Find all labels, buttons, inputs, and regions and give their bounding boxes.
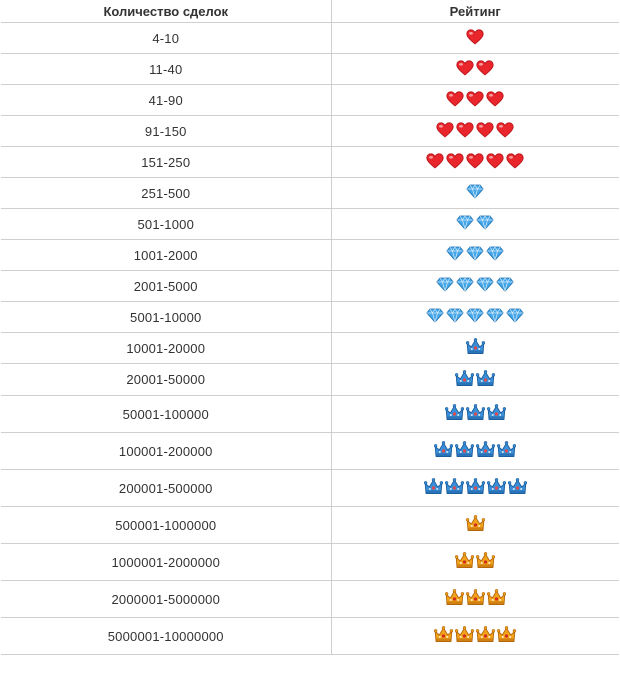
deals-range-cell: 4-10 xyxy=(1,23,331,54)
heart-icon xyxy=(496,122,514,138)
rating-cell xyxy=(331,618,619,655)
heart-icon xyxy=(426,153,444,169)
deals-column-header: Количество сделок xyxy=(1,0,331,23)
rating-cell xyxy=(331,544,619,581)
rating-table xyxy=(1,0,619,655)
rating-icons xyxy=(454,552,496,569)
blue-crown-icon xyxy=(497,441,516,458)
rating-icons xyxy=(423,478,528,495)
blue-crown-icon xyxy=(466,404,485,421)
rating-icons xyxy=(465,515,486,532)
deals-range-cell: 10001-20000 xyxy=(1,333,331,364)
table-row xyxy=(1,364,619,396)
table-row xyxy=(1,333,619,364)
table-row xyxy=(1,581,619,618)
deals-range-cell: 2001-5000 xyxy=(1,271,331,302)
deals-range-cell: 200001-500000 xyxy=(1,470,331,507)
rating-icons xyxy=(445,246,505,261)
blue-crown-icon xyxy=(445,404,464,421)
heart-icon xyxy=(466,29,484,45)
heart-icon xyxy=(466,91,484,107)
heart-icon xyxy=(436,122,454,138)
deals-range-cell: 20001-50000 xyxy=(1,364,331,396)
gold-crown-icon xyxy=(476,626,495,643)
blue-crown-icon xyxy=(434,441,453,458)
deals-range-cell: 91-150 xyxy=(1,116,331,147)
rating-cell xyxy=(331,209,619,240)
rating-cell xyxy=(331,333,619,364)
blue-crown-icon xyxy=(455,441,474,458)
rating-cell xyxy=(331,54,619,85)
diamond-icon xyxy=(466,184,484,199)
table-row xyxy=(1,396,619,433)
diamond-icon xyxy=(476,215,494,230)
rating-icons xyxy=(465,184,485,199)
rating-icons xyxy=(455,215,495,230)
blue-crown-icon xyxy=(466,478,485,495)
rating-cell xyxy=(331,271,619,302)
rating-icons xyxy=(435,122,515,138)
rating-icons xyxy=(433,441,517,458)
heart-icon xyxy=(446,153,464,169)
rating-icons xyxy=(435,277,515,292)
gold-crown-icon xyxy=(487,589,506,606)
rating-icons xyxy=(425,153,525,169)
diamond-icon xyxy=(436,277,454,292)
rating-cell xyxy=(331,116,619,147)
table-body xyxy=(1,23,619,655)
deals-range-cell: 50001-100000 xyxy=(1,396,331,433)
diamond-icon xyxy=(476,277,494,292)
table-row xyxy=(1,116,619,147)
diamond-icon xyxy=(486,246,504,261)
blue-crown-icon xyxy=(445,478,464,495)
gold-crown-icon xyxy=(497,626,516,643)
rating-cell xyxy=(331,147,619,178)
table-row xyxy=(1,433,619,470)
blue-crown-icon xyxy=(476,441,495,458)
rating-icons xyxy=(455,60,495,76)
diamond-icon xyxy=(446,308,464,323)
diamond-icon xyxy=(456,215,474,230)
heart-icon xyxy=(446,91,464,107)
table-row xyxy=(1,507,619,544)
table-row xyxy=(1,302,619,333)
rating-cell xyxy=(331,302,619,333)
deals-range-cell: 5000001-10000000 xyxy=(1,618,331,655)
rating-icons xyxy=(444,404,507,421)
table-row xyxy=(1,85,619,116)
gold-crown-icon xyxy=(434,626,453,643)
blue-crown-icon xyxy=(508,478,527,495)
diamond-icon xyxy=(466,246,484,261)
rating-cell xyxy=(331,85,619,116)
rating-icons xyxy=(454,370,496,387)
deals-range-cell: 251-500 xyxy=(1,178,331,209)
gold-crown-icon xyxy=(455,552,474,569)
gold-crown-icon xyxy=(476,552,495,569)
diamond-icon xyxy=(486,308,504,323)
rating-cell xyxy=(331,178,619,209)
blue-crown-icon xyxy=(466,338,485,355)
deals-range-cell: 100001-200000 xyxy=(1,433,331,470)
table-row xyxy=(1,544,619,581)
blue-crown-icon xyxy=(487,478,506,495)
table-row xyxy=(1,470,619,507)
heart-icon xyxy=(486,91,504,107)
heart-icon xyxy=(486,153,504,169)
blue-crown-icon xyxy=(487,404,506,421)
rating-cell xyxy=(331,581,619,618)
table-row xyxy=(1,147,619,178)
heart-icon xyxy=(476,60,494,76)
rating-cell xyxy=(331,507,619,544)
rating-icons xyxy=(444,589,507,606)
heart-icon xyxy=(456,122,474,138)
deals-range-cell: 501-1000 xyxy=(1,209,331,240)
heart-icon xyxy=(506,153,524,169)
deals-range-cell: 1001-2000 xyxy=(1,240,331,271)
rating-cell xyxy=(331,396,619,433)
deals-range-cell: 2000001-5000000 xyxy=(1,581,331,618)
rating-icons xyxy=(465,29,485,45)
deals-range-cell: 11-40 xyxy=(1,54,331,85)
deals-range-cell: 41-90 xyxy=(1,85,331,116)
rating-icons xyxy=(433,626,517,643)
rating-cell xyxy=(331,23,619,54)
deals-range-cell: 500001-1000000 xyxy=(1,507,331,544)
table-row xyxy=(1,271,619,302)
gold-crown-icon xyxy=(445,589,464,606)
table-row xyxy=(1,23,619,54)
table-header-row xyxy=(1,0,619,23)
diamond-icon xyxy=(446,246,464,261)
blue-crown-icon xyxy=(476,370,495,387)
deals-range-cell: 1000001-2000000 xyxy=(1,544,331,581)
heart-icon xyxy=(456,60,474,76)
table-row xyxy=(1,54,619,85)
rating-cell xyxy=(331,470,619,507)
heart-icon xyxy=(466,153,484,169)
blue-crown-icon xyxy=(424,478,443,495)
rating-cell xyxy=(331,433,619,470)
blue-crown-icon xyxy=(455,370,474,387)
gold-crown-icon xyxy=(466,515,485,532)
diamond-icon xyxy=(496,277,514,292)
rating-cell xyxy=(331,364,619,396)
gold-crown-icon xyxy=(455,626,474,643)
table-row xyxy=(1,240,619,271)
rating-icons xyxy=(445,91,505,107)
diamond-icon xyxy=(506,308,524,323)
gold-crown-icon xyxy=(466,589,485,606)
diamond-icon xyxy=(426,308,444,323)
table-row xyxy=(1,209,619,240)
diamond-icon xyxy=(456,277,474,292)
rating-icons xyxy=(425,308,525,323)
diamond-icon xyxy=(466,308,484,323)
rating-icons xyxy=(465,338,486,355)
rating-cell xyxy=(331,240,619,271)
table-row xyxy=(1,618,619,655)
table-row xyxy=(1,178,619,209)
deals-range-cell: 5001-10000 xyxy=(1,302,331,333)
deals-range-cell: 151-250 xyxy=(1,147,331,178)
heart-icon xyxy=(476,122,494,138)
rating-column-header: Рейтинг xyxy=(331,0,619,23)
